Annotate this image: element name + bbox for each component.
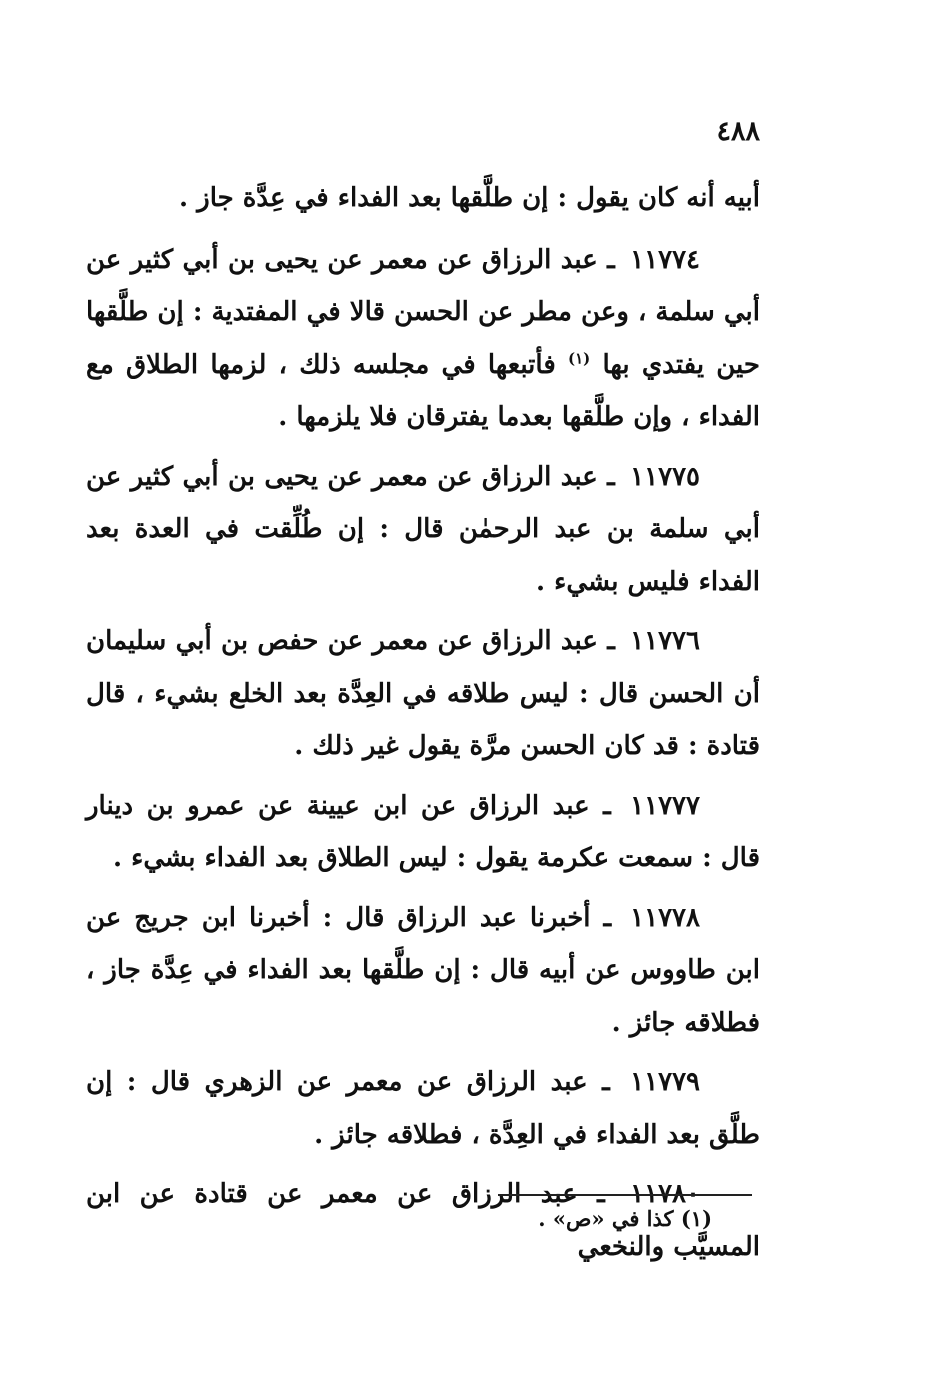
dash: ـ [607, 461, 615, 492]
hadith-11776 [86, 615, 760, 773]
dash: ـ [597, 1179, 605, 1209]
footnote: (١) كذا في «ص» . [538, 1206, 712, 1231]
continuation-paragraph: أبيه أنه كان يقول : إن طلَّقها بعد الفداء في عِدَّة جاز . [179, 183, 760, 213]
hadith-number: ١١٧٧٥ [630, 461, 700, 492]
hadith-11779 [86, 1056, 760, 1161]
hadith-11777 [86, 780, 760, 885]
hadith-text: عبد الرزاق عن ابن عيينة عن عمرو بن دينار قال : سمعت عكرمة يقول : ليس الطلاق بعد الفداء بشيء . [86, 790, 760, 873]
hadith-text-continued: فأتبعها في مجلسه ذلك ، لزمها الطلاق مع الفداء ، وإن طلَّقها بعدما يفترقان فلا يلزمها . [86, 349, 760, 432]
dash: ـ [607, 244, 615, 275]
hadith-number: ١١٧٧٤ [630, 244, 700, 275]
footnote-reference: (١) [567, 348, 591, 367]
hadith-text: عبد الرزاق عن معمر عن حفص بن أبي سليمان أن الحسن قال : ليس طلاقه في العِدَّة بعد الخلع بشيء ، قال قتادة : قد كان الحسن مرَّة يقول غير ذلك . [86, 626, 760, 761]
hadith-text: أخبرنا عبد الرزاق قال : أخبرنا ابن جريج عن ابن طاووس عن أبيه قال : إن طلَّقها بعد الفداء في عِدَّة جاز ، فطلاقه جائز . [86, 902, 760, 1038]
dash: ـ [602, 1067, 610, 1097]
footnote-divider [498, 1194, 752, 1196]
hadith-number: ١١٧٧٩ [630, 1067, 700, 1097]
hadith-number: ١١٧٧٧ [630, 790, 700, 821]
hadith-11774 [86, 234, 760, 444]
dash: ـ [607, 626, 615, 656]
hadith-text: عبد الرزاق عن معمر عن الزهري قال : إن طلَّق بعد الفداء في العِدَّة ، فطلاقه جائز . [86, 1067, 760, 1150]
hadith-11775 [86, 451, 760, 609]
page-number: ٤٨٨ [716, 116, 760, 147]
dash: ـ [603, 790, 611, 821]
hadith-number: ١١٧٨٠ [630, 1179, 700, 1209]
hadith-number: ١١٧٧٨ [630, 902, 700, 933]
hadith-text: عبد الرزاق عن معمر عن يحيى بن أبي كثير عن أبي سلمة ، وعن مطر عن الحسن قالا في المفتدية : إن طلَّقها حين يفتدي بها [86, 244, 760, 380]
hadith-text: عبد الرزاق عن معمر عن قتادة عن ابن المسيَّب والنخعي [86, 1179, 760, 1262]
dash: ـ [603, 902, 612, 933]
hadith-11778 [86, 892, 760, 1050]
hadith-number: ١١٧٧٦ [630, 626, 700, 656]
hadith-text: عبد الرزاق عن معمر عن يحيى بن أبي كثير عن أبي سلمة بن عبد الرحمٰن قال : إن طُلِّقت في العدة بعد الفداء فليس بشيء . [86, 461, 760, 597]
body-text [86, 172, 760, 1280]
